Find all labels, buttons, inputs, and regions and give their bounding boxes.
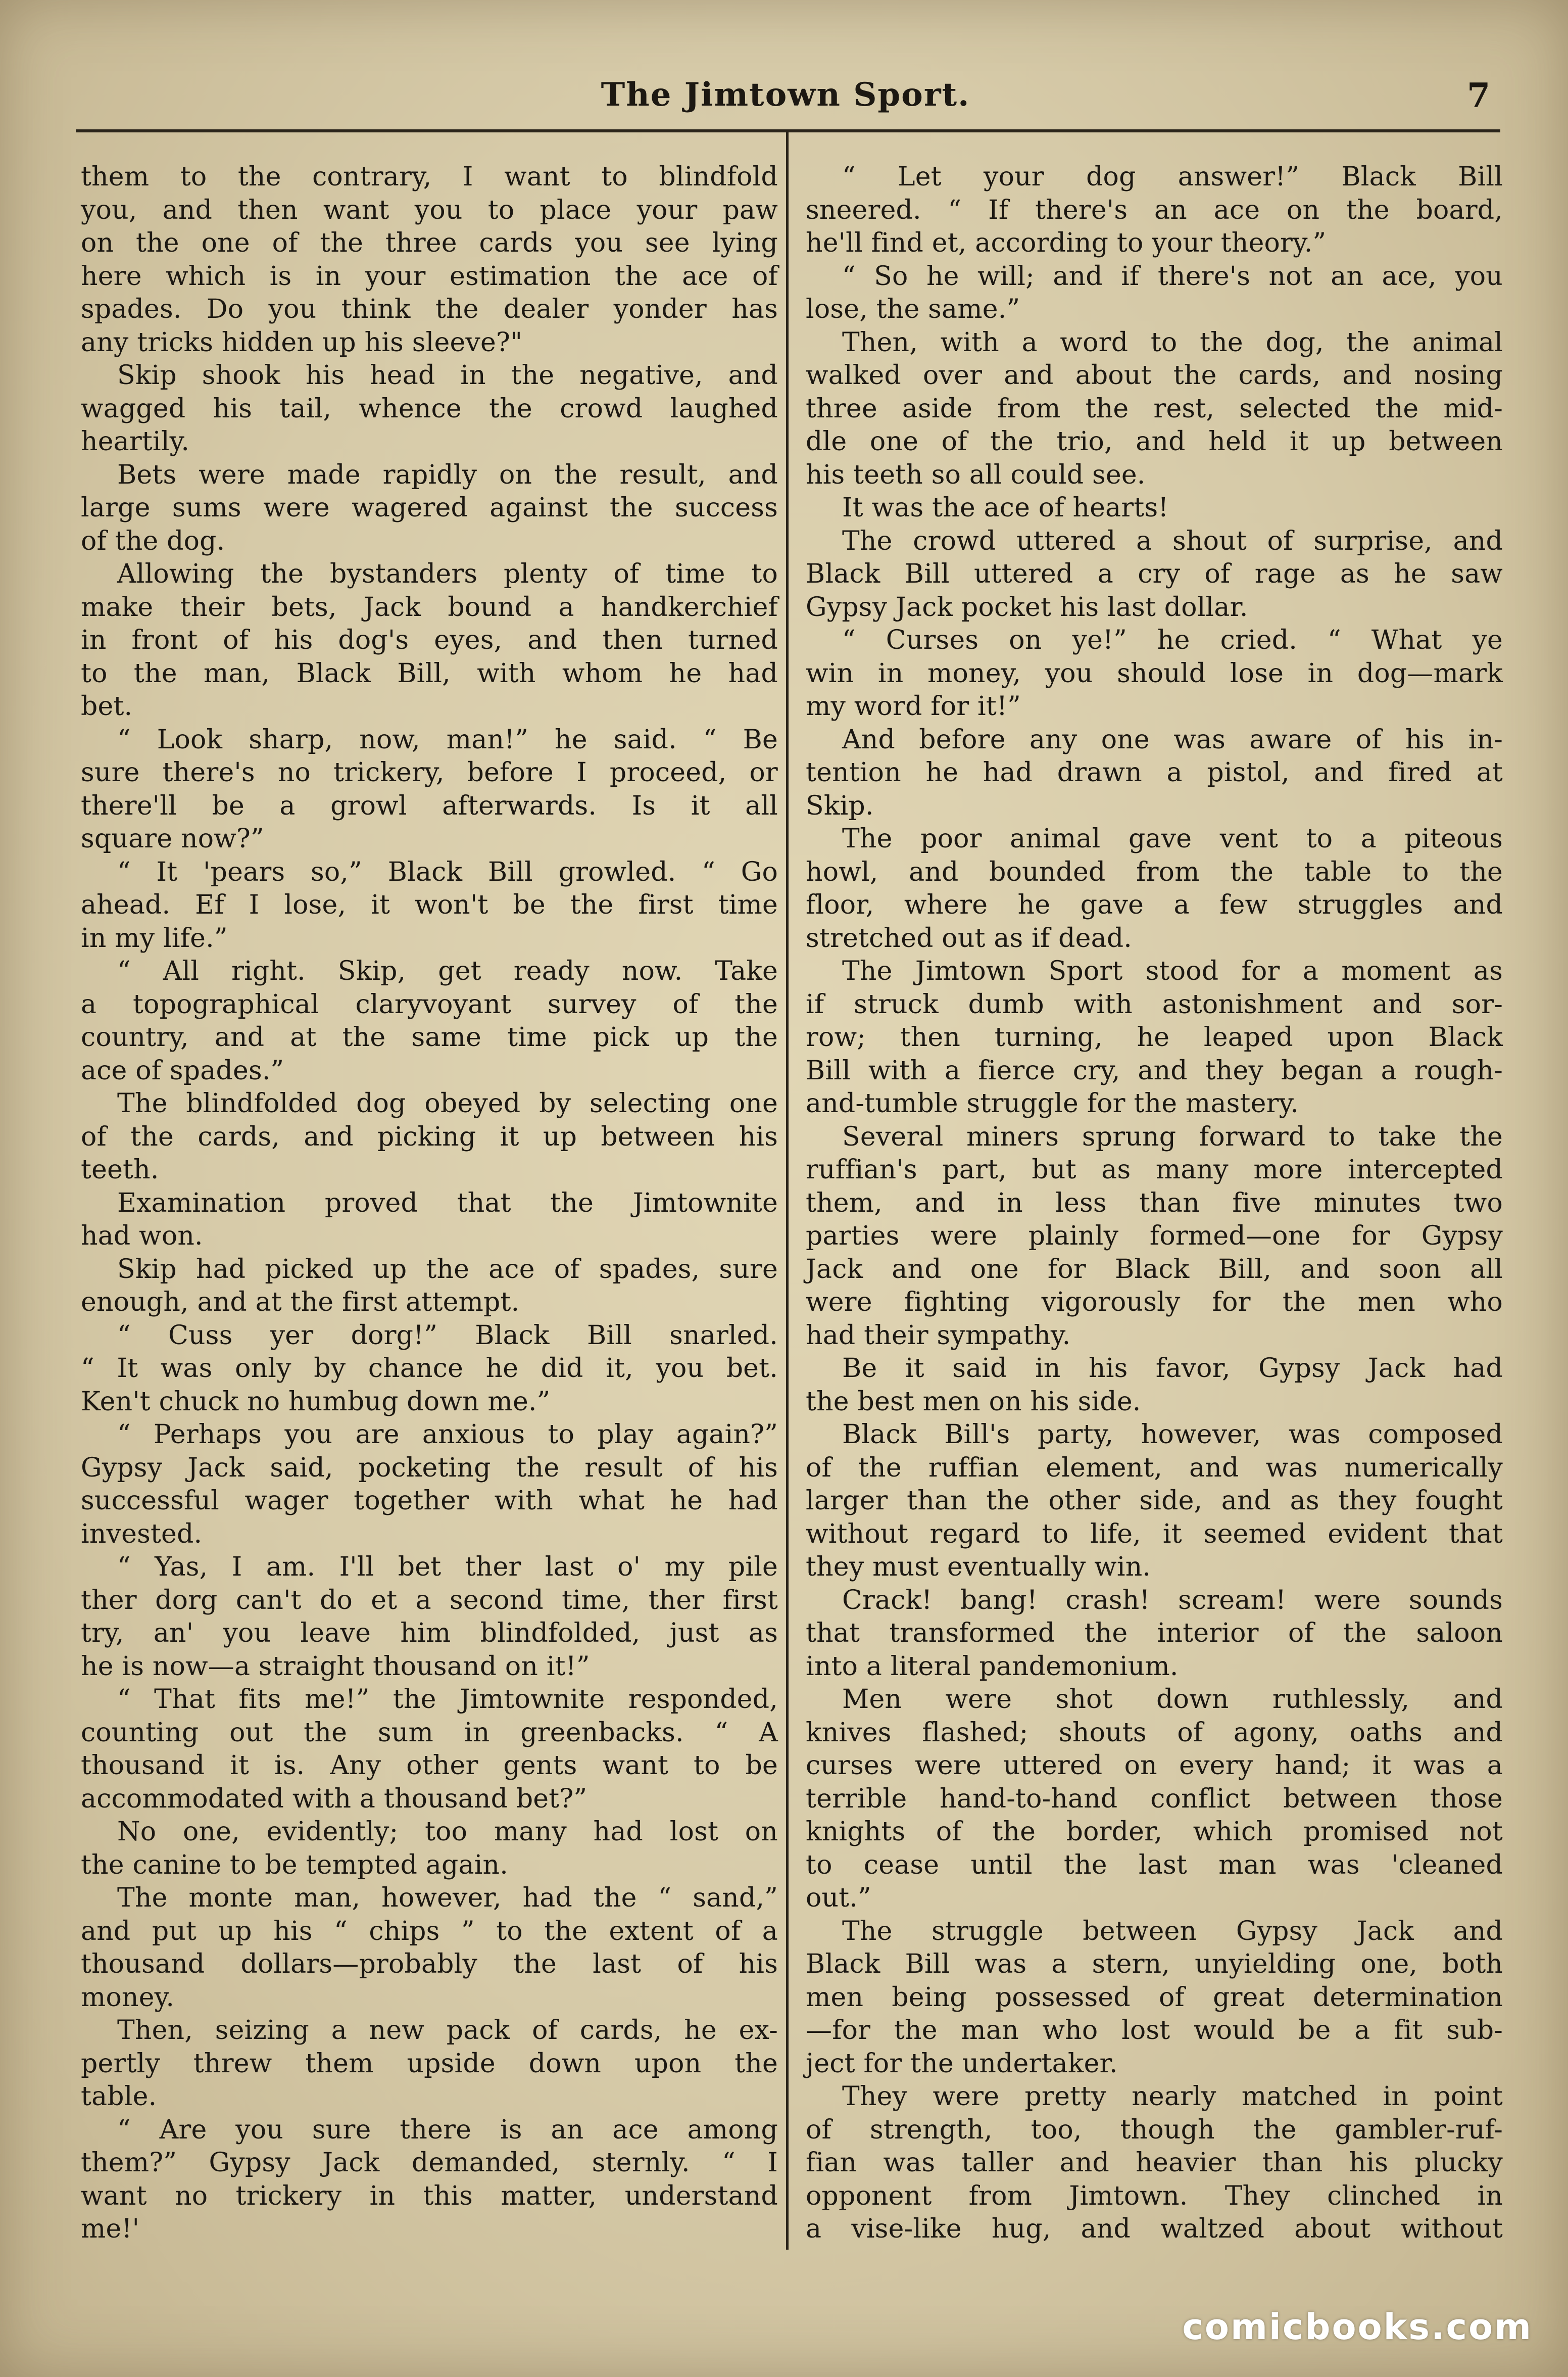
- text-line: “ Let your dog answer!” Black Bill: [842, 162, 1503, 192]
- text-line: to cease until the last man was 'cleaned: [806, 1849, 1503, 1880]
- column-divider: [786, 132, 789, 2250]
- text-line: bet.: [81, 691, 133, 722]
- text-line: They were pretty nearly matched in point: [842, 2081, 1503, 2112]
- text-line: if struck dumb with astonishment and sor-: [806, 989, 1503, 1020]
- text-line: The monte man, however, had the “ sand,”: [117, 1883, 778, 1913]
- text-line: pertly threw them upside down upon the: [81, 2048, 778, 2079]
- text-line: three aside from the rest, selected the mid-: [806, 393, 1503, 424]
- text-line: walked over and about the cards, and nosing: [806, 360, 1503, 391]
- text-line: thousand it is. Any other gents want to be: [81, 1750, 778, 1781]
- text-line: win in money, you should lose in dog—mark: [806, 658, 1503, 689]
- running-header: [76, 76, 1495, 126]
- text-line: Skip had picked up the ace of spades, sure: [117, 1254, 778, 1285]
- text-line: howl, and bounded from the table to the: [806, 857, 1503, 887]
- text-line: had won.: [81, 1221, 203, 1251]
- text-line: want no trickery in this matter, understand: [81, 2180, 778, 2211]
- text-line: Gypsy Jack said, pocketing the result of his: [81, 1452, 778, 1483]
- text-line: they must eventually win.: [806, 1552, 1151, 1582]
- text-line: he'll find et, according to your theory.”: [806, 228, 1327, 258]
- text-line: And before any one was aware of his in-: [842, 724, 1503, 755]
- text-line: Skip shook his head in the negative, and: [117, 360, 778, 391]
- text-line: the best men on his side.: [806, 1386, 1141, 1417]
- text-line: “ So he will; and if there's not an ace, you: [842, 261, 1503, 292]
- text-line: Then, with a word to the dog, the animal: [842, 327, 1503, 358]
- text-line: into a literal pandemonium.: [806, 1651, 1179, 1682]
- text-line: thousand dollars—probably the last of his: [81, 1949, 778, 1979]
- text-line: “ That fits me!” the Jimtownite responded,: [117, 1684, 778, 1715]
- text-line: large sums were wagered against the success: [81, 493, 778, 523]
- text-line: The crowd uttered a shout of surprise, and: [842, 526, 1503, 556]
- text-line: “ Look sharp, now, man!” he said. “ Be: [117, 724, 778, 755]
- text-line: “ It was only by chance he did it, you bet.: [81, 1353, 778, 1384]
- text-line: “ All right. Skip, get ready now. Take: [117, 956, 778, 986]
- text-line: “ Curses on ye!” he cried. “ What ye: [842, 625, 1503, 655]
- text-line: Crack! bang! crash! scream! were sounds: [842, 1585, 1503, 1615]
- text-line: “ Yas, I am. I'll bet ther last o' my pile: [117, 1552, 778, 1582]
- text-line: make their bets, Jack bound a handkerchief: [81, 592, 778, 623]
- text-line: successful wager together with what he had: [81, 1486, 778, 1516]
- text-line: “ Perhaps you are anxious to play again?”: [117, 1419, 778, 1450]
- header-title: The Jimtown Sport.: [601, 76, 970, 114]
- text-line: counting out the sum in greenbacks. “ A: [81, 1717, 778, 1748]
- text-line: Men were shot down ruthlessly, and: [842, 1684, 1503, 1715]
- text-line: of the dog.: [81, 526, 225, 556]
- text-line: Ken't chuck no humbug down me.”: [81, 1386, 551, 1417]
- text-line: “ Cuss yer dorg!” Black Bill snarled.: [117, 1320, 778, 1351]
- text-line: Several miners sprung forward to take the: [842, 1121, 1503, 1152]
- text-line: ruffian's part, but as many more intercepted: [806, 1155, 1503, 1185]
- text-line: ahead. Ef I lose, it won't be the first time: [81, 890, 778, 920]
- text-line: of strength, too, though the gambler-ruf-: [806, 2114, 1503, 2145]
- text-line: my word for it!”: [806, 691, 1021, 722]
- text-line: invested.: [81, 1518, 203, 1549]
- text-line: any tricks hidden up his sleeve?": [81, 327, 523, 358]
- text-line: Black Bill was a stern, unyielding one, both: [806, 1949, 1503, 1979]
- text-line: terrible hand-to-hand conflict between those: [806, 1783, 1503, 1814]
- text-line: Bets were made rapidly on the result, and: [117, 459, 778, 490]
- text-line: Jack and one for Black Bill, and soon all: [806, 1254, 1503, 1285]
- text-line: men being possessed of great determination: [806, 1982, 1503, 2013]
- text-line: curses were uttered on every hand; it was a: [806, 1750, 1503, 1781]
- text-line: “ It 'pears so,” Black Bill growled. “ Go: [117, 857, 778, 887]
- text-line: row; then turning, he leaped upon Black: [806, 1022, 1503, 1053]
- text-line: larger than the other side, and as they fought: [806, 1486, 1503, 1516]
- text-line: spades. Do you think the dealer yonder has: [81, 294, 778, 324]
- text-line: square now?”: [81, 824, 264, 854]
- text-line: parties were plainly formed—one for Gypsy: [806, 1221, 1503, 1251]
- text-line: Bill with a fierce cry, and they began a rough-: [806, 1055, 1503, 1086]
- text-line: had their sympathy.: [806, 1320, 1071, 1351]
- text-line: that transformed the interior of the saloon: [806, 1618, 1503, 1648]
- text-line: sneered. “ If there's an ace on the board,: [806, 195, 1503, 225]
- text-line: The poor animal gave vent to a piteous: [842, 824, 1503, 854]
- text-line: a topographical claryvoyant survey of the: [81, 989, 778, 1020]
- text-line: opponent from Jimtown. They clinched in: [806, 2180, 1503, 2211]
- text-line: Be it said in his favor, Gypsy Jack had: [842, 1353, 1503, 1384]
- text-line: me!': [81, 2214, 140, 2244]
- text-line: dle one of the trio, and held it up between: [806, 426, 1503, 457]
- text-line: sure there's no trickery, before I proceed, or: [81, 757, 778, 788]
- text-line: accommodated with a thousand bet?”: [81, 1783, 587, 1814]
- text-line: were fighting vigorously for the men who: [806, 1287, 1503, 1317]
- text-line: try, an' you leave him blindfolded, just as: [81, 1618, 778, 1648]
- text-line: Black Bill uttered a cry of rage as he saw: [806, 559, 1503, 589]
- text-line: Allowing the bystanders plenty of time to: [117, 559, 778, 589]
- text-line: teeth.: [81, 1155, 159, 1185]
- text-line: “ Are you sure there is an ace among: [117, 2114, 778, 2145]
- text-line: lose, the same.”: [806, 294, 1020, 324]
- text-line: them, and in less than five minutes two: [806, 1187, 1503, 1218]
- text-line: Examination proved that the Jimtownite: [117, 1187, 778, 1218]
- text-line: heartily.: [81, 426, 190, 457]
- text-line: money.: [81, 1982, 175, 2013]
- text-line: country, and at the same time pick up the: [81, 1022, 778, 1053]
- right-column: [806, 161, 1503, 2246]
- text-line: Gypsy Jack pocket his last dollar.: [806, 592, 1248, 623]
- text-line: tention he had drawn a pistol, and fired at: [806, 757, 1503, 788]
- text-line: The blindfolded dog obeyed by selecting one: [117, 1088, 778, 1119]
- text-line: in front of his dog's eyes, and then turned: [81, 625, 778, 655]
- left-column: [81, 161, 778, 2246]
- text-line: and put up his “ chips ” to the extent of a: [81, 1916, 778, 1946]
- text-line: on the one of the three cards you see lying: [81, 228, 778, 258]
- text-line: —for the man who lost would be a fit sub-: [806, 2015, 1503, 2046]
- text-line: floor, where he gave a few struggles and: [806, 890, 1503, 920]
- text-line: stretched out as if dead.: [806, 923, 1133, 954]
- text-line: to the man, Black Bill, with whom he had: [81, 658, 778, 689]
- text-line: ject for the undertaker.: [806, 2048, 1118, 2079]
- text-line: the canine to be tempted again.: [81, 1849, 508, 1880]
- text-line: you, and then want you to place your paw: [81, 195, 778, 225]
- text-line: Then, seizing a new pack of cards, he ex-: [117, 2015, 778, 2046]
- text-line: and-tumble struggle for the mastery.: [806, 1088, 1299, 1119]
- text-line: them?” Gypsy Jack demanded, sternly. “ I: [81, 2148, 778, 2178]
- text-line: there'll be a growl afterwards. Is it all: [81, 790, 778, 821]
- watermark-text: comicbooks.com: [1182, 2306, 1533, 2348]
- text-line: knives flashed; shouts of agony, oaths and: [806, 1717, 1503, 1748]
- text-line: It was the ace of hearts!: [842, 493, 1169, 523]
- text-line: he is now—a straight thousand on it!”: [81, 1651, 590, 1682]
- text-line: ther dorg can't do et a second time, ther first: [81, 1585, 778, 1615]
- text-line: The Jimtown Sport stood for a moment as: [842, 956, 1503, 986]
- text-line: knights of the border, which promised not: [806, 1817, 1503, 1847]
- text-line: The struggle between Gypsy Jack and: [842, 1916, 1503, 1946]
- text-line: them to the contrary, I want to blindfold: [81, 162, 778, 192]
- text-line: here which is in your estimation the ace of: [81, 261, 778, 292]
- text-line: ace of spades.”: [81, 1055, 284, 1086]
- text-line: in my life.”: [81, 923, 228, 954]
- text-line: Black Bill's party, however, was composed: [842, 1419, 1503, 1450]
- text-line: table.: [81, 2081, 157, 2112]
- text-line: fian was taller and heavier than his plucky: [806, 2148, 1503, 2178]
- text-line: a vise-like hug, and waltzed about without: [806, 2214, 1503, 2244]
- text-line: of the cards, and picking it up between his: [81, 1121, 778, 1152]
- text-line: No one, evidently; too many had lost on: [117, 1817, 778, 1847]
- text-line: of the ruffian element, and was numerically: [806, 1452, 1503, 1483]
- text-line: Skip.: [806, 790, 874, 821]
- text-line: without regard to life, it seemed evident that: [806, 1518, 1503, 1549]
- page-number: 7: [1467, 76, 1490, 115]
- text-line: out.”: [806, 1883, 871, 1913]
- text-line: enough, and at the first attempt.: [81, 1287, 520, 1317]
- text-line: his teeth so all could see.: [806, 459, 1146, 490]
- text-line: wagged his tail, whence the crowd laughed: [81, 393, 778, 424]
